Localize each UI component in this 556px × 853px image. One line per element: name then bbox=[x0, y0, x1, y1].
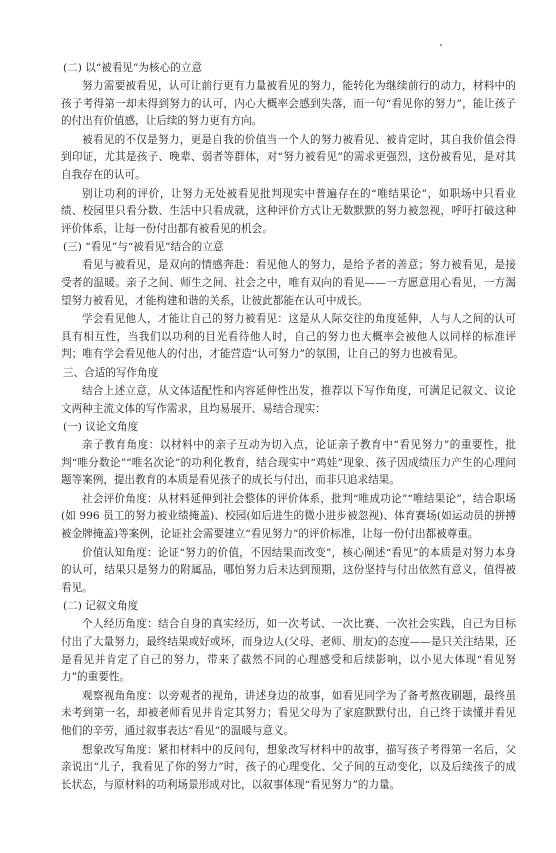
paragraph: 亲子教育角度：以材料中的亲子互动为切入点，论证亲子教育中“看见努力”的重要性，批判“唯分数论”“唯名次论”的功利化教育，结合现实中“鸡娃”现象、孩子因成绩压力产生的心理问题等案例，提出教育的本质是看见孩子的成长与付出，而非只追求结果。 bbox=[61, 439, 516, 487]
paragraph: 被看见的不仅是努力，更是自我的价值当一个人的努力被看见、被肯定时，其自我价值会得到印证，尤其是孩子、晚辈、弱者等群体，对“努力被看见”的需求更强烈，这份被看见，是对其自我存在的认可。 bbox=[61, 133, 516, 181]
section-heading-3: (三) “看见”与“被看见”结合的立意 bbox=[63, 241, 224, 254]
paragraph: 观察视角角度：以旁观者的视角，讲述身边的故事，如看见同学为了备考熬夜刷题，最终虽未考到第一名，却被老师看见并肯定其努力；看见父母为了家庭默默付出，自己终于读懂并看见他们的辛劳，通过叙事表达“看见”的温暖与意义。 bbox=[61, 689, 516, 737]
section-heading-2: (二) 以“被看见”为核心的立意 bbox=[63, 62, 202, 74]
paragraph: 价值认知角度：论证“努力的价值，不因结果而改变”，核心阐述“看见”的本质是对努力本身的认可，结果只是努力的附属品，哪怕努力后未达到预期，这份坚持与付出依然有意义，值得被看见。 bbox=[61, 546, 516, 594]
paragraph: 结合上述立意，从文体适配性和内容延伸性出发，推荐以下写作角度，可满足记叙文、议论文两种主流文体的写作需求，且均易展开、易结合现实： bbox=[61, 384, 516, 415]
paragraph: 努力需要被看见，认可让前行更有力量被看见的努力，能转化为继续前行的动力，材料中的孩子考得第一却未得到努力的认可，内心大概率会感到失落，而一句“看见你的努力”，能让孩子的付出有价值感，让后续的努力更有方向。 bbox=[61, 80, 516, 128]
document-body bbox=[61, 59, 516, 795]
paragraph: 看见与被看见，是双向的情感奔赴：看见他人的努力，是给予者的善意；努力被看见，是接受者的温暖。亲子之间、师生之间、社会之中，唯有双向的看见——一方愿意用心看见，一方渴望努力被看见，才能构建和谐的关系，让彼此都能在认可中成长。 bbox=[61, 259, 516, 307]
paragraph: 想象改写角度：紧扣材料中的反问句，想象改写材料中的故事，描写孩子考得第一名后，父亲说出“儿子，我看见了你的努力”时，孩子的心理变化、父子间的互动变化，以及后续孩子的成长状态，与原材料的功利场景形成对比，以叙事体现“看见努力”的力量。 bbox=[61, 743, 516, 791]
subheading-narrative: (二) 记叙文角度 bbox=[63, 600, 139, 613]
paragraph: 学会看见他人，才能让自己的努力被看见：这是从人际交往的角度延伸，人与人之间的认可具有相互性，当我们以功利的目光看待他人时，自己的努力也大概率会被他人以同样的标准评判；唯有学会看见他人的付出，才能营造“认可努力”的氛围，让自己的努力也被看见。 bbox=[61, 313, 516, 361]
page-mark-dot bbox=[440, 44, 442, 46]
paragraph: 个人经历角度：结合自身的真实经历，如一次考试、一次比赛、一次社会实践，自己为目标付出了大量努力，最终结果或好或坏，而身边人(父母、老师、朋友)的态度——是只关注结果，还是看见并肯定了自己的努力，带来了截然不同的心理感受和后续影响，以小见大体现“看见努力”的重要性。 bbox=[61, 618, 516, 684]
paragraph: 社会评价角度：从材料延伸到社会整体的评价体系，批判“唯成功论”“唯结果论”，结合职场(如 996 员工的努力被业绩掩盖)、校园(如后进生的微小进步被忽视)、体育赛场(如运动员的拼搏被金牌掩盖)等案例，论证社会需要建立“看见努力”的评价标准，让每一份付出都被尊重。 bbox=[61, 492, 516, 541]
subheading-argumentative: (一) 议论文角度 bbox=[63, 421, 139, 434]
paragraph: 别让功利的评价，让努力无处被看见批判现实中普遍存在的“唯结果论”，如职场中只看业绩、校园里只看分数、生活中只看成就，这种评价方式让无数默默的努力被忽视，呼吁打破这种评价体系，让每一份付出都有被看见的机会。 bbox=[61, 187, 516, 235]
main-heading-writing-angles: 三、合适的写作角度 bbox=[63, 366, 159, 379]
